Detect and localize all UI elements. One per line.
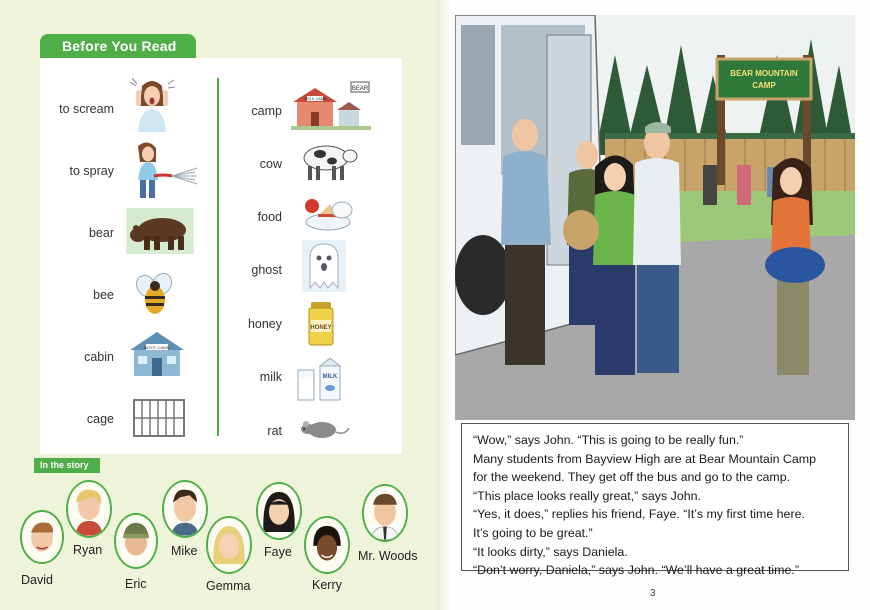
character-name: Mike — [171, 544, 198, 558]
character-name: Faye — [264, 545, 292, 559]
vocab-word: rat — [267, 424, 282, 438]
cage-icon — [130, 396, 188, 440]
vocab-word: food — [257, 210, 282, 224]
character-name: Eric — [125, 577, 147, 591]
cabin-icon — [128, 330, 186, 378]
camp-building-text: GIRLS' CABIN — [303, 97, 327, 101]
vocab-word: to scream — [59, 102, 114, 116]
camp-sign-line-2: CAMP — [752, 81, 776, 90]
vocab-word: honey — [247, 317, 282, 331]
ryan-portrait — [66, 480, 112, 538]
bee-icon — [132, 272, 178, 318]
rat-icon — [294, 414, 350, 444]
camp-sign-text: BEAR — [351, 86, 369, 92]
kerry-portrait — [304, 516, 350, 574]
gemma-portrait — [206, 516, 252, 574]
character-name: David — [21, 573, 53, 587]
vocab-word: camp — [251, 104, 282, 118]
faye-portrait — [256, 482, 302, 540]
bear-icon — [126, 208, 194, 254]
story-line: “This place looks really great,” says John. — [473, 488, 701, 503]
spraying-girl-icon — [128, 140, 198, 198]
character-name: Ryan — [73, 543, 103, 557]
story-line: for the weekend. They get off the bus and go to the camp. — [473, 470, 791, 485]
page-gutter — [437, 0, 453, 610]
cow-icon — [296, 138, 358, 182]
food-icon — [302, 190, 354, 234]
character-name: Kerry — [312, 578, 342, 592]
vocabulary-divider — [217, 78, 219, 436]
before-you-read-heading: Before You Read — [40, 34, 196, 58]
vocab-word: cow — [259, 157, 282, 171]
vocab-word: ghost — [251, 263, 282, 277]
story-line: “Wow,” says John. “This is going to be really fun.” — [473, 433, 744, 447]
camp-icon — [291, 80, 371, 130]
story-illustration — [455, 15, 855, 420]
milk-icon — [296, 354, 358, 404]
david-portrait — [20, 510, 64, 564]
story-line: Many students from Bayview High are at Bear Mountain Camp — [473, 451, 816, 466]
vocab-word: bear — [88, 226, 114, 240]
vocab-word: to spray — [69, 164, 114, 178]
eric-portrait — [114, 513, 158, 569]
vocab-word: cabin — [84, 350, 114, 364]
ghost-icon — [302, 240, 346, 292]
vocab-word: milk — [259, 370, 282, 384]
story-text-box — [461, 423, 849, 578]
vocab-word: bee — [93, 288, 114, 302]
story-line: It’s going to be great.” — [473, 525, 593, 540]
story-line: “Yes, it does,” replies his friend, Faye. “It’s my first time here. — [473, 507, 805, 522]
mr-woods-portrait — [362, 484, 408, 542]
story-line: “It looks dirty,” says Daniela. — [473, 544, 628, 559]
cabin-sign-text: BOYS' CABIN — [144, 345, 170, 350]
story-line: “Don’t worry, Daniela,” says John. “We’ll have a great time.” — [473, 563, 799, 578]
page-number: 3 — [650, 588, 656, 599]
milk-label-text: MILK — [322, 374, 338, 380]
in-the-story-label: In the story — [34, 458, 100, 473]
honey-label-text: HONEY — [310, 325, 332, 331]
character-name: Gemma — [206, 579, 251, 593]
mike-portrait — [162, 480, 208, 538]
character-name: Mr. Woods — [358, 549, 418, 563]
vocab-word: cage — [86, 412, 114, 426]
screaming-girl-icon — [128, 76, 176, 132]
honey-jar-icon — [306, 300, 336, 346]
camp-sign-line-1: BEAR MOUNTAIN — [730, 69, 798, 78]
